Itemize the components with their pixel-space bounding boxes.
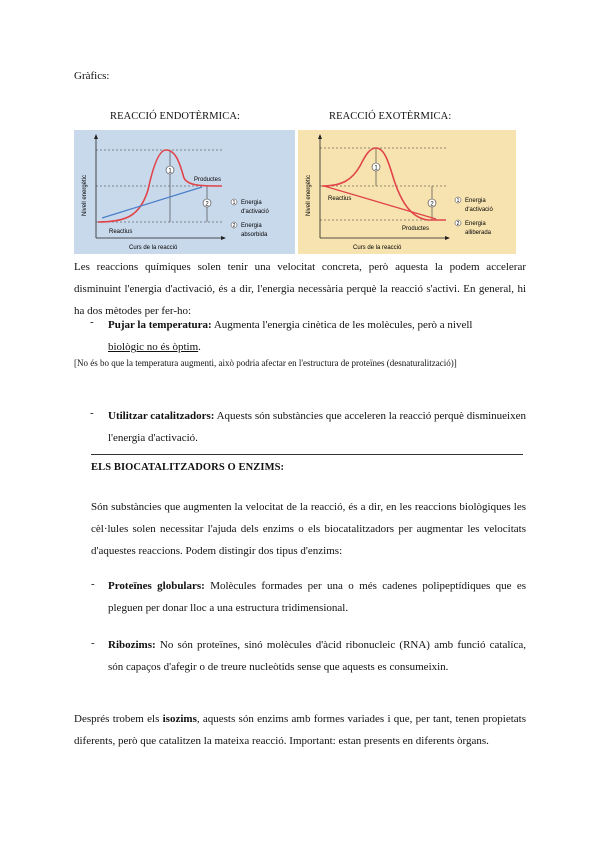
endo-marker-2-text: 2 — [205, 201, 209, 208]
exo-legend-1a: Energia — [465, 198, 486, 204]
endo-legend-2b: absorbida — [241, 232, 268, 238]
dash-marker: - — [91, 637, 95, 649]
enzymes-title: ELS BIOCATALITZADORS O ENZIMS: — [91, 462, 285, 473]
endo-legend-2a: Energia — [241, 223, 262, 229]
exo-y-axis-label: Nivell energètic — [306, 174, 312, 216]
method-catalysts-title: Utilitzar catalitzadors: — [108, 410, 215, 422]
exo-x-axis-label: Curs de la reacció — [353, 245, 402, 251]
endo-y-axis-label: Nivell energètic — [82, 174, 88, 216]
exo-reactants-label: Reactius — [328, 196, 352, 202]
exothermic-chart-svg — [298, 130, 516, 254]
temperature-note: [No és bo que la temperatura augmenti, això podria afectar en l'estructura de proteïnes (desnaturalització)] — [74, 358, 457, 368]
method-catalysts-text: Aquests són substàncies que acceleren la reacció perquè disminueixen l'energia d'activació. — [108, 410, 526, 444]
dash-marker: - — [90, 407, 94, 419]
method-temperature-underlined: biològic no és òptim — [108, 341, 199, 353]
endo-title: REACCIÓ ENDOTÈRMICA: — [110, 111, 241, 122]
method-temperature — [108, 314, 526, 358]
endo-products-label: Productes — [194, 177, 222, 183]
exo-legend-1b: d'activació — [465, 207, 493, 213]
isozymes-bold: isozims — [162, 713, 197, 725]
method-temperature-end: . — [198, 341, 201, 353]
exo-legend-1-num: 1 — [456, 198, 460, 204]
isozymes-paragraph — [74, 708, 526, 752]
endo-legend-1a: Energia — [241, 200, 262, 206]
endo-legend-2-num: 2 — [232, 223, 236, 229]
endo-legend-1-num: 1 — [232, 200, 236, 206]
method-catalysts — [108, 405, 526, 449]
endothermic-chart — [74, 130, 295, 254]
endo-legend-1b: d'activació — [241, 209, 269, 215]
enzyme-type-globular — [108, 575, 526, 619]
enzyme-type-globular-title: Proteïnes globulars: — [108, 580, 205, 592]
exo-marker-1-text: 1 — [374, 165, 378, 172]
exo-marker-2-text: 2 — [430, 201, 434, 208]
intro-paragraph: Les reaccions químiques solen tenir una velocitat concreta, però aquesta la podem accelerar disminuint l'energia d'activació, és a dir, l'energia necessària perquè la reacció s'activi. En general, hi ha dos mètodes per fer-ho: — [74, 261, 526, 317]
exothermic-chart — [298, 130, 516, 254]
exo-legend-2a: Energia — [465, 221, 486, 227]
graphics-label: Gràfics: — [74, 70, 110, 82]
section-divider — [91, 454, 523, 455]
endo-marker-1-text: 1 — [168, 168, 172, 175]
enzyme-type-ribozyme-text: No són proteïnes, sinó molècules d'àcid ribonucleic (RNA) amb funció catalíca, són capaços d'afegir o de treure nucleòtids sense que aquests es consumeixin. — [108, 639, 526, 673]
exo-products-label: Productes — [402, 226, 430, 232]
method-temperature-text: Augmenta l'energia cinètica de les molècules, però a nivell — [211, 319, 473, 331]
endo-x-axis-label: Curs de la reacció — [129, 245, 178, 251]
exo-legend-2b: alliberada — [465, 230, 492, 236]
enzyme-type-ribozyme-title: Ribozims: — [108, 639, 156, 651]
enzymes-paragraph: Són substàncies que augmenten la velocitat de la reacció, és a dir, en les reaccions biològiques les cèl·lules solen necessitar l'ajuda dels enzims o els biocatalitzadors per augmentar les velocitats d'aquestes reaccions. Podem distingir dos tipus d'enzims: — [91, 501, 526, 557]
method-temperature-title: Pujar la temperatura: — [108, 319, 212, 331]
dash-marker: - — [90, 316, 94, 328]
endo-reactants-label: Reactius — [109, 229, 133, 235]
dash-marker: - — [91, 578, 95, 590]
endothermic-chart-svg — [74, 130, 295, 254]
isozymes-post: , aquests són enzims amb formes variades i que, per tant, tenen propietats diferents, però que catalitzen la mateixa reacció. Important: estan presents en diferents òrgans. — [74, 713, 526, 747]
exo-legend-2-num: 2 — [456, 221, 460, 227]
enzyme-type-ribozyme — [108, 634, 526, 678]
isozymes-pre: Després trobem els — [74, 713, 163, 725]
enzyme-type-globular-text: Molècules formades per una o més cadenes polipeptídiques que es pleguen per donar lloc a una estructura tridimensional. — [108, 580, 526, 614]
exo-title: REACCIÓ EXOTÈRMICA: — [329, 111, 452, 122]
